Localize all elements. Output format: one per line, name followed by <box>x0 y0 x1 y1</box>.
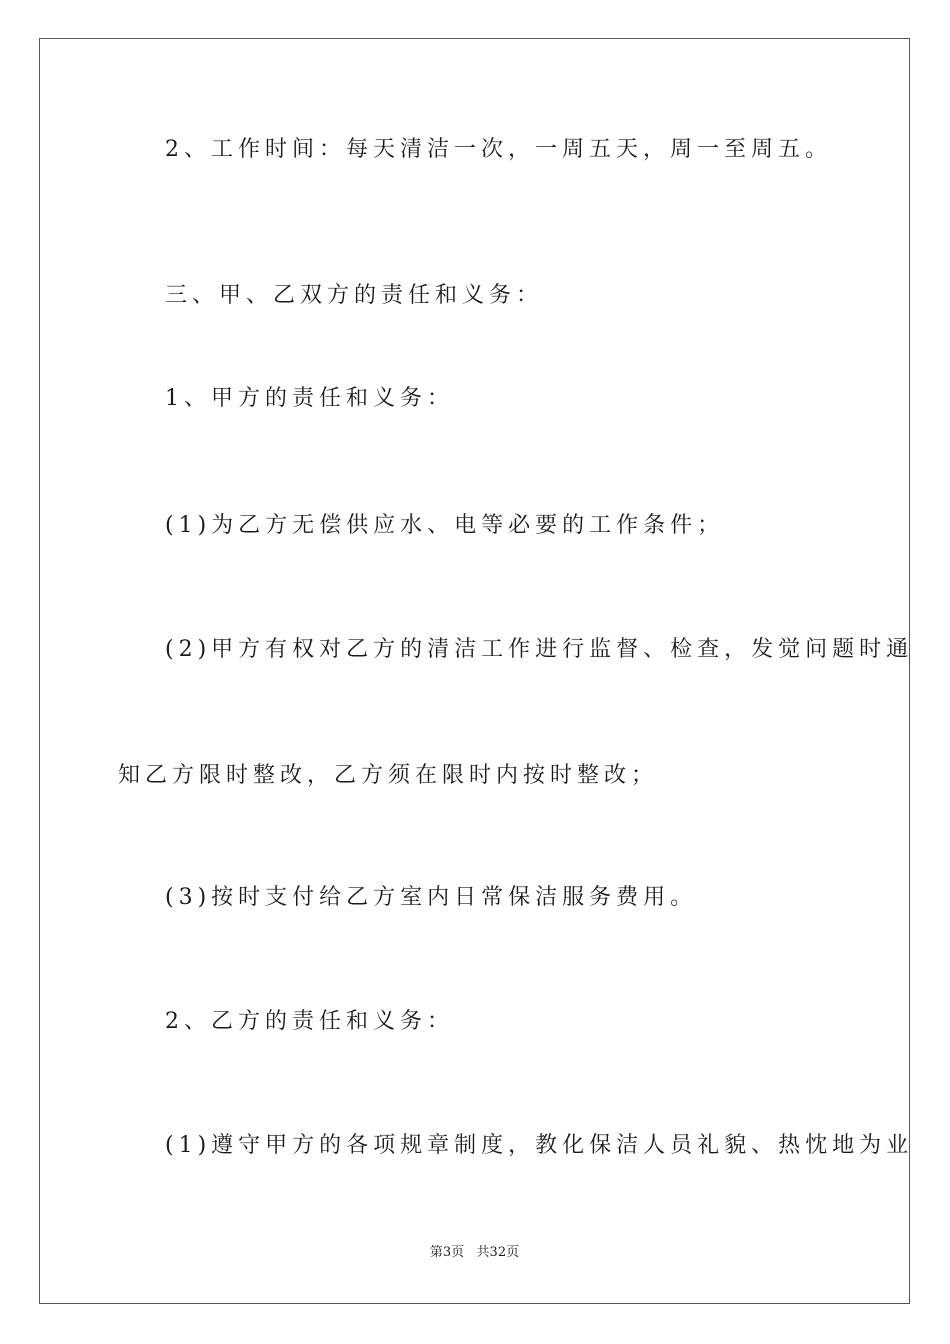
paragraph-a-item-2: (2)甲方有权对乙方的清洁工作进行监督、检查，发觉问题时通 <box>165 637 914 662</box>
paragraph-b-item-1: (1)遵守甲方的各项规章制度，教化保洁人员礼貌、热忱地为业 <box>165 1133 914 1158</box>
page-frame <box>39 38 914 1304</box>
paragraph-a-item-1: (1)为乙方无偿供应水、电等必要的工作条件； <box>165 513 725 538</box>
paragraph-work-time: 2、工作时间：每天清洁一次，一周五天，周一至周五。 <box>165 137 832 162</box>
heading-party-b-duties: 2、乙方的责任和义务： <box>165 1009 454 1034</box>
paragraph-a-item-2-cont: 知乙方限时整改，乙方须在限时内按时整改； <box>118 763 659 788</box>
paragraph-a-item-3: (3)按时支付给乙方室内日常保洁服务费用。 <box>165 885 698 910</box>
page-number-footer: 第3页 共32页 <box>429 1245 520 1260</box>
heading-section-three: 三、甲、乙双方的责任和义务： <box>165 283 544 308</box>
heading-party-a-duties: 1、甲方的责任和义务： <box>165 386 454 411</box>
